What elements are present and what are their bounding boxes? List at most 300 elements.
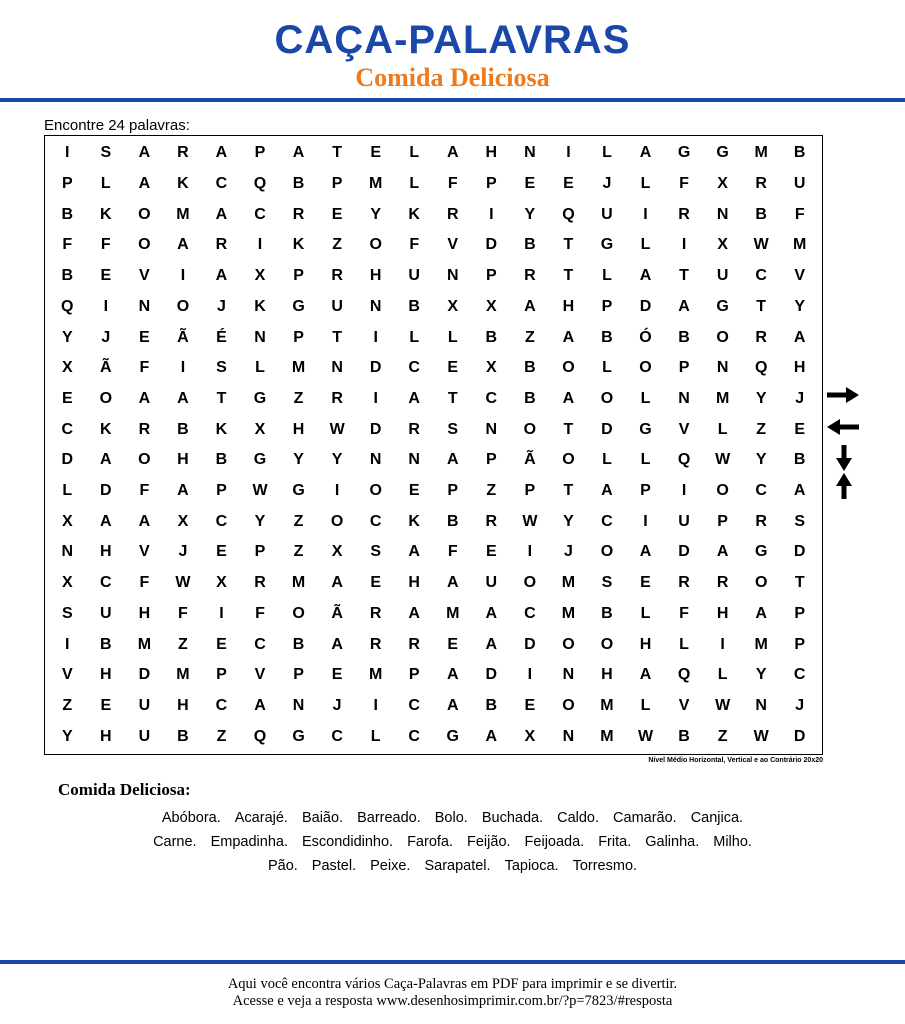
grid-cell: U [408,267,420,285]
grid-cell: A [716,543,729,561]
grid-cell: T [563,236,574,254]
grid-cell: A [639,666,652,684]
grid-cell: A [177,482,189,500]
grid-cell: A [138,144,151,162]
grid-cell: G [446,727,459,745]
grid-cell: S [794,512,806,530]
grid-cell: N [369,451,382,469]
grid-cell: L [255,359,265,377]
grid-cell: I [643,512,648,530]
grid-cell: O [562,635,575,653]
grid-cell: B [793,144,806,162]
grid-cell: Ó [639,328,652,346]
grid-cell: S [447,420,459,438]
grid-cell: Y [755,389,767,407]
grid-cell: M [561,574,576,592]
grid-cell: O [562,696,575,714]
grid-cell: A [100,512,112,530]
grid-cell: P [678,359,690,377]
grid-cell: O [292,604,305,622]
grid-cell: B [61,267,74,285]
grid-cell: O [716,482,729,500]
grid-cell: T [563,420,574,438]
grid-cell: O [369,482,382,500]
grid-cell: U [716,267,729,285]
grid-cell: N [678,389,690,407]
grid-cell: L [640,604,651,622]
grid-cell: M [600,696,614,714]
grid-cell: I [65,144,70,162]
grid-cell: S [61,604,73,622]
grid-cell: E [485,543,497,561]
grid-cell: W [753,727,769,745]
word-list-item: Acarajé. [234,810,288,826]
grid-cell: B [524,236,536,254]
word-list-item: Pastel. [311,858,357,874]
grid-cell: F [100,236,111,254]
word-list-item: Sarapatel. [424,858,491,874]
grid-cell: X [254,267,266,285]
grid-cell: A [524,297,536,315]
grid-cell: G [677,144,691,162]
grid-cell: M [291,359,306,377]
grid-cell: A [138,512,151,530]
grid-cell: B [177,727,189,745]
grid-cell: K [254,297,266,315]
word-list-item: Farofa. [407,834,454,850]
grid-cell: H [138,604,151,622]
grid-cell: O [330,512,344,530]
grid-cell: Z [216,727,227,745]
grid-cell: A [639,267,652,285]
arrow-right-icon [826,386,860,404]
grid-cell: X [254,420,266,438]
grid-cell: I [180,359,186,377]
grid-cell: Z [178,635,188,653]
word-list-line [40,854,865,878]
grid-cell: P [524,482,536,500]
grid-cell: Y [254,512,266,530]
grid-cell: D [793,543,806,561]
word-list-item: Carne. [153,834,197,850]
grid-cell: C [408,359,420,377]
grid-cell: C [369,512,382,530]
grid-cell: P [485,451,497,469]
grid-cell: L [602,267,612,285]
grid-cell: E [61,389,73,407]
grid-cell: E [447,359,459,377]
grid-cell: E [216,543,227,561]
grid-cell: B [100,635,112,653]
grid-cell: R [138,420,151,438]
grid-cell: G [253,451,267,469]
grid-cell: L [640,696,651,714]
grid-cell: L [447,328,458,346]
word-list-item: Bolo. [434,810,468,826]
grid-cell: D [369,420,382,438]
grid-cell: Y [794,297,806,315]
grid-cell: F [679,604,689,622]
grid-cell: G [754,543,768,561]
grid-cell: X [485,297,497,315]
grid-cell: J [101,328,111,346]
grid-cell: C [100,574,112,592]
grid-cell: C [485,389,498,407]
grid-cell: Y [370,205,381,223]
grid-cell: D [524,635,536,653]
grid-cell: H [793,359,806,377]
grid-cell: X [447,297,459,315]
grid-cell: N [331,359,343,377]
grid-cell: H [177,451,189,469]
grid-cell: X [61,359,73,377]
grid-cell: J [332,696,342,714]
grid-cell: X [61,512,73,530]
grid-cell: F [139,359,150,377]
grid-cell: M [176,205,190,223]
grid-cell: Z [756,420,767,438]
grid-cell: C [793,666,806,684]
grid-cell: P [794,604,806,622]
grid-cell: R [254,574,266,592]
grid-cell: A [215,205,228,223]
grid-cell: I [373,696,378,714]
grid-cell: A [331,574,343,592]
grid-cell: W [637,727,654,745]
grid-cell: N [716,359,729,377]
grid-cell: E [331,205,343,223]
grid-cell: A [331,635,343,653]
grid-cell: Y [524,205,536,223]
grid-cell: I [334,482,340,500]
grid-cell: T [563,267,574,285]
grid-cell: Z [717,727,728,745]
grid-cell: I [566,144,571,162]
grid-cell: L [717,420,728,438]
grid-cell: M [754,144,768,162]
grid-cell: H [292,420,305,438]
grid-cell: B [292,635,305,653]
grid-cell: P [485,267,497,285]
grid-cell: M [715,389,730,407]
grid-cell: Ã [331,604,343,622]
grid-cell: R [755,175,767,193]
grid-cell: S [216,359,227,377]
grid-cell: A [177,236,189,254]
grid-cell: T [563,482,574,500]
grid-cell: U [138,727,151,745]
grid-cell: G [639,420,652,438]
grid-cell: L [640,175,651,193]
grid-cell: Q [562,205,575,223]
grid-cell: K [408,205,420,223]
grid-cell: P [61,175,73,193]
grid-cell: F [679,175,689,193]
grid-cell: A [215,267,228,285]
grid-cell: L [370,727,381,745]
grid-cell: Ã [524,451,536,469]
grid-cell: Z [293,543,304,561]
grid-cell: C [755,482,767,500]
grid-cell: P [794,635,806,653]
grid-cell: L [679,635,689,653]
grid-cell: U [138,696,151,714]
grid-cell: L [409,175,420,193]
grid-cell: C [331,727,343,745]
grid-cell: A [292,144,305,162]
grid-cell: E [447,635,459,653]
grid-cell: N [446,267,459,285]
grid-cell: F [255,604,265,622]
grid-cell: C [524,604,536,622]
grid-cell: V [447,236,459,254]
grid-cell: V [794,267,806,285]
grid-cell: P [717,512,728,530]
grid-cell: L [409,328,420,346]
grid-cell: N [562,727,575,745]
grid-cell: C [215,696,228,714]
grid-cell: X [524,727,536,745]
grid-cell: O [600,635,614,653]
grid-cell: B [408,297,420,315]
grid-cell: J [795,389,805,407]
grid-cell: W [175,574,191,592]
grid-cell: C [408,696,420,714]
grid-cell: O [523,420,537,438]
grid-cell: M [793,236,807,254]
grid-cell: G [292,482,305,500]
grid-cell: V [678,420,690,438]
grid-cell: M [561,604,576,622]
grid-cell: P [216,482,227,500]
grid-cell: F [139,574,150,592]
grid-cell: R [292,205,305,223]
grid-cell: É [216,328,227,346]
grid-cell: B [485,328,498,346]
grid-cell: G [600,236,614,254]
word-list-item: Torresmo. [572,858,638,874]
grid-cell: A [485,635,498,653]
grid-cell: D [138,666,151,684]
grid-cell: G [292,297,305,315]
grid-cell: Z [293,512,304,530]
grid-cell: S [370,543,381,561]
grid-cell: Y [293,451,304,469]
grid-cell: Q [61,297,74,315]
grid-cell: G [716,144,729,162]
grid-cell: P [254,543,266,561]
grid-cell: Q [677,451,691,469]
grid-cell: P [331,175,343,193]
grid-cell: C [215,175,228,193]
grid-cell: Y [755,666,767,684]
word-list-item: Pão. [267,858,298,874]
grid-cell: V [139,543,150,561]
footer-line-1: Aqui você encontra vários Caça-Palavras em PDF para imprimir e se divertir. [227,976,678,992]
grid-cell: G [253,389,267,407]
footer-divider [0,960,905,964]
grid-cell: R [678,574,690,592]
grid-cell: A [446,451,459,469]
grid-cell: Q [253,727,267,745]
grid-cell: Ã [100,359,112,377]
word-list-line [40,830,865,854]
grid-cell: T [332,144,342,162]
grid-cell: E [563,175,574,193]
grid-cell: A [755,604,767,622]
grid-cell: A [446,144,459,162]
grid-cell: I [257,236,263,254]
grid-cell: E [408,482,420,500]
grid-cell: P [293,328,304,346]
grid-cell: B [292,175,305,193]
grid-cell: L [409,144,420,162]
footer-line-2: Acesse e veja a resposta www.desenhosimprimir.com.br/?p=7823/#resposta [232,993,673,1009]
grid-cell: A [138,175,151,193]
grid-cell: O [176,297,190,315]
grid-cell: L [640,389,651,407]
grid-cell: Y [61,328,73,346]
word-list-item: Escondidinho. [301,834,394,850]
grid-cell: E [331,666,343,684]
word-search-grid [44,135,823,755]
grid-cell: I [180,267,186,285]
grid-cell: O [138,205,151,223]
grid-cell: I [643,205,648,223]
grid-cell: I [681,482,687,500]
grid-cell: E [139,328,150,346]
grid-cell: Y [563,512,574,530]
instruction-text: Encontre 24 palavras: [44,117,190,134]
grid-cell: Ã [177,328,189,346]
grid-cell: N [369,297,382,315]
grid-cell: N [485,420,498,438]
grid-cell: R [177,144,189,162]
grid-cell: G [292,727,305,745]
grid-cell: R [408,420,420,438]
grid-cell: O [369,236,382,254]
grid-cell: I [720,635,725,653]
grid-cell: K [177,175,189,193]
grid-cell: T [794,574,805,592]
grid-cell: X [177,512,189,530]
grid-cell: P [640,482,651,500]
grid-cell: M [369,666,383,684]
grid-cell: N [61,543,74,561]
grid-cell: H [716,604,729,622]
grid-cell: F [178,604,188,622]
word-list-item: Feijoada. [524,834,585,850]
word-list-item: Canjica. [690,810,744,826]
grid-cell: S [601,574,613,592]
grid-cell: R [369,604,382,622]
grid-cell: Y [331,451,343,469]
grid-cell: D [639,297,652,315]
arrow-down-icon [835,444,853,472]
grid-cell: U [793,175,806,193]
grid-cell: E [640,574,651,592]
grid-cell: V [678,696,690,714]
grid-cell: I [489,205,494,223]
grid-cell: C [254,635,266,653]
grid-cell: E [370,574,381,592]
grid-cell: H [100,727,112,745]
grid-cell: F [409,236,420,254]
grid-cell: N [408,451,420,469]
grid-cell: J [178,543,188,561]
grid-cell: O [138,236,151,254]
grid-cell: M [446,604,460,622]
grid-cell: A [639,543,652,561]
grid-cell: W [522,512,538,530]
arrow-left-icon [826,418,860,436]
grid-cell: T [756,297,767,315]
grid-cell: H [100,666,112,684]
grid-cell: R [755,328,767,346]
grid-cell: V [139,267,150,285]
grid-cell: A [408,543,420,561]
grid-cell: M [291,574,306,592]
grid-cell: C [61,420,74,438]
grid-cell: D [61,451,74,469]
grid-cell: R [369,635,382,653]
grid-cell: J [795,696,805,714]
grid-cell: Q [754,359,768,377]
grid-cell: Z [524,328,535,346]
grid-cell: D [678,543,690,561]
grid-cell: U [331,297,343,315]
grid-cell: C [254,205,266,223]
grid-cell: P [447,482,459,500]
grid-cell: X [717,236,728,254]
grid-cell: L [602,451,612,469]
footer [0,976,905,1010]
grid-cell: M [137,635,152,653]
grid-cell: L [640,451,651,469]
grid-cell: B [177,420,189,438]
grid-cell: A [678,297,690,315]
grid-cell: K [215,420,228,438]
grid-cell: H [485,144,498,162]
grid-cell: M [600,727,614,745]
grid-cell: C [601,512,613,530]
word-list-item: Milho. [713,834,752,850]
grid-cell: U [678,512,690,530]
grid-cell: U [100,604,112,622]
grid-cell: H [639,635,652,653]
word-list-item: Buchada. [481,810,544,826]
grid-cell: X [717,175,728,193]
page-title: CAÇA-PALAVRAS [274,18,631,62]
grid-cell: A [408,389,420,407]
grid-cell: A [446,696,459,714]
grid-cell: P [293,666,304,684]
word-list-item: Tapioca. [504,858,559,874]
grid-cell: B [215,451,228,469]
grid-cell: N [755,696,767,714]
word-list-item: Abóbora. [161,810,221,826]
header-divider [0,98,905,102]
grid-cell: W [329,420,345,438]
grid-cell: G [716,297,729,315]
grid-cell: W [753,236,769,254]
word-list-item: Baião. [301,810,344,826]
grid-cell: N [254,328,266,346]
grid-cell: B [755,205,767,223]
grid-cell: N [716,205,729,223]
grid-cell: L [640,236,651,254]
word-list-line [40,806,865,830]
